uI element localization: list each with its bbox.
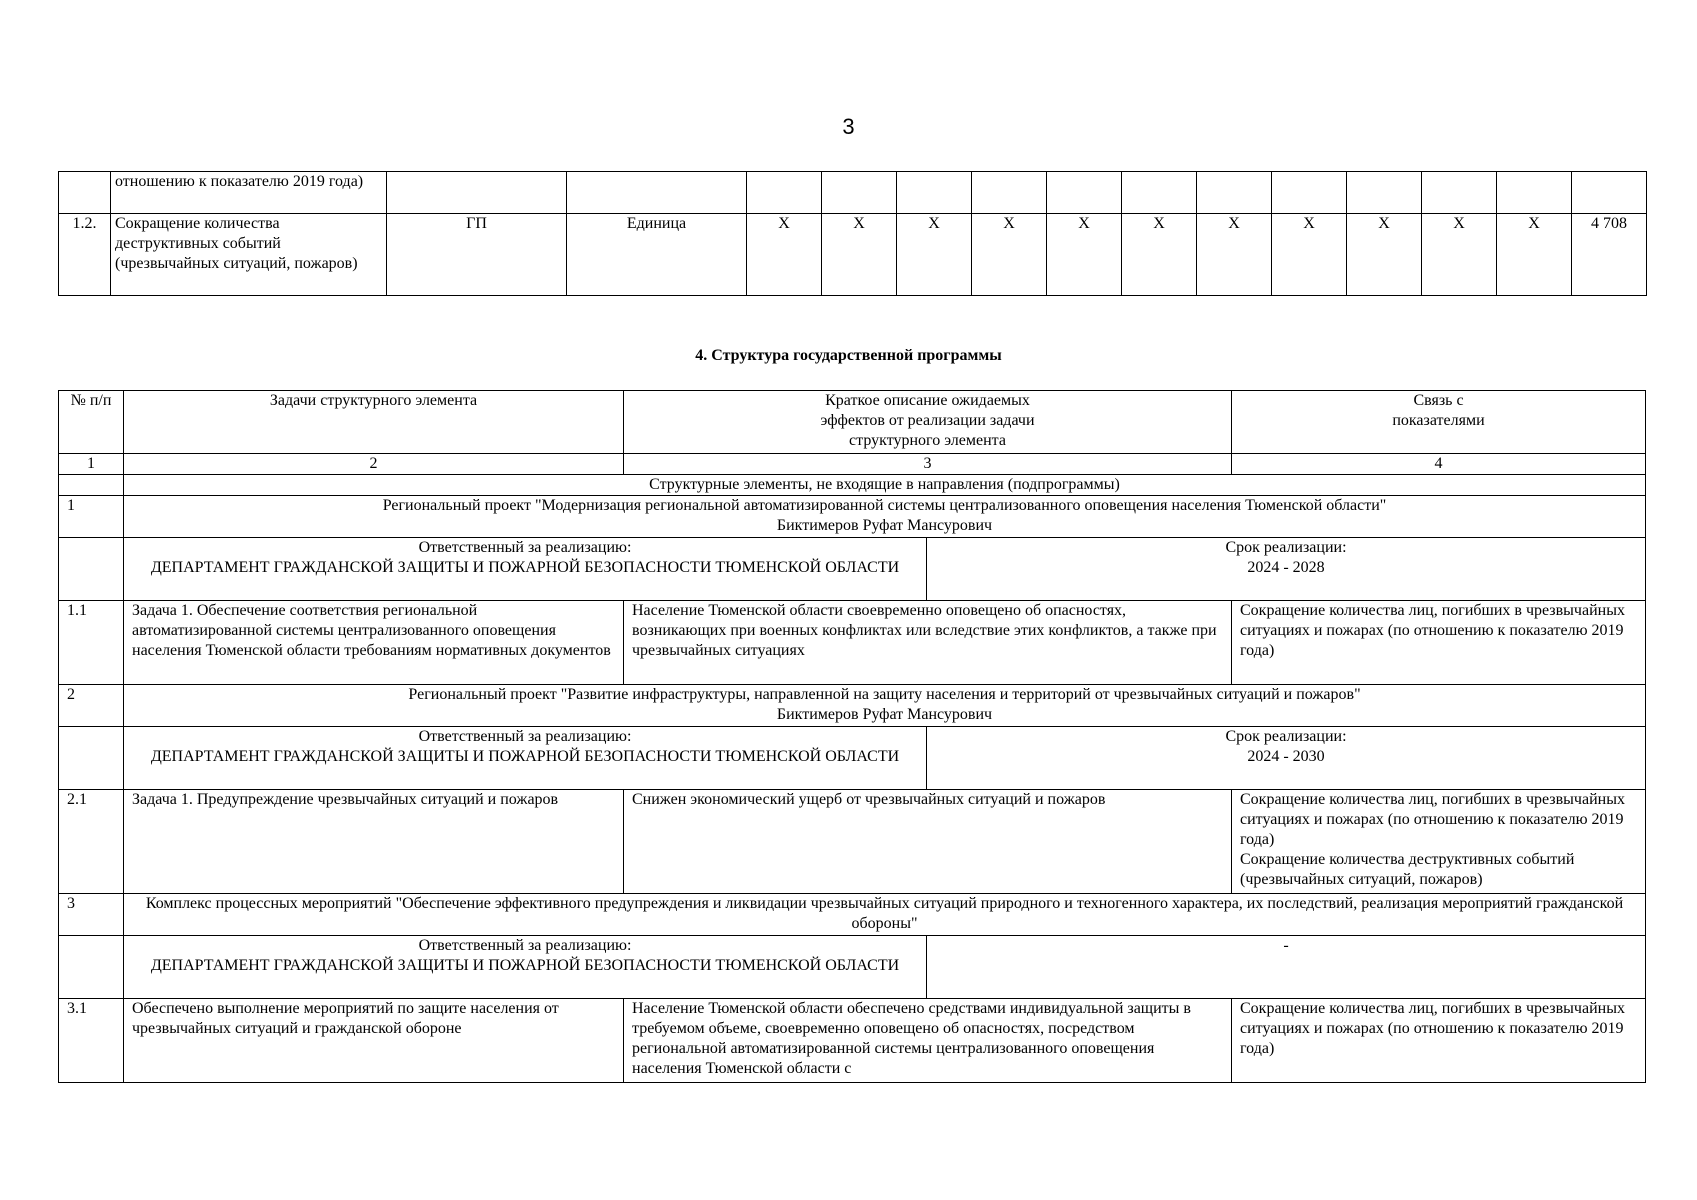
group-row	[59, 475, 1646, 496]
link-text: Сокращение количества деструктивных событий (чрезвычайных ситуаций, пожаров)	[1240, 851, 1575, 888]
project-person: Биктимеров Руфат Мансурович	[776, 706, 993, 723]
value-cell: X	[1272, 214, 1347, 296]
value-cell: X	[747, 214, 822, 296]
page-number: 3	[842, 114, 855, 139]
project-number: 1	[59, 496, 124, 538]
col-number: 4	[1232, 454, 1646, 475]
value-cell: X	[1347, 214, 1422, 296]
table-cell	[567, 172, 747, 214]
task-row	[59, 790, 1646, 894]
table-cell	[1272, 172, 1347, 214]
table-cell	[59, 936, 124, 999]
project-title: Региональный проект "Развитие инфраструктуры, направленной на защиту населения и территорий от чрезвычайных ситуаций и пожаров"	[408, 686, 1361, 703]
indicator-name: отношению к показателю 2019 года)	[111, 172, 387, 214]
term-cell	[927, 727, 1646, 790]
responsible-label: Ответственный за реализацию:	[418, 539, 632, 556]
table-cell	[822, 172, 897, 214]
value-cell: X	[822, 214, 897, 296]
col-number: 3	[624, 454, 1232, 475]
program-structure-table	[58, 390, 1646, 1083]
col-number: 2	[124, 454, 624, 475]
responsible-cell	[124, 936, 927, 999]
link-cell	[1232, 790, 1646, 894]
term-label: Срок реализации:	[1225, 728, 1347, 745]
project-row	[59, 685, 1646, 727]
link-text: Сокращение количества лиц, погибших в чрезвычайных ситуациях и пожарах (по отношению к показателю 2019 года)	[1232, 601, 1646, 685]
value-cell: 4 708	[1572, 214, 1647, 296]
link-text: Сокращение количества лиц, погибших в чрезвычайных ситуациях и пожарах (по отношению к показателю 2019 года)	[1232, 999, 1646, 1083]
project-title: Региональный проект "Модернизация региональной автоматизированной системы централизованного оповещения населения Тюменской области"	[382, 497, 1387, 514]
value-cell: X	[1422, 214, 1497, 296]
value-cell: X	[1497, 214, 1572, 296]
table-cell	[59, 475, 124, 496]
table-cell	[387, 172, 567, 214]
responsible-org: ДЕПАРТАМЕНТ ГРАЖДАНСКОЙ ЗАЩИТЫ И ПОЖАРНОЙ БЕЗОПАСНОСТИ ТЮМЕНСКОЙ ОБЛАСТИ	[150, 748, 900, 765]
table-row	[59, 172, 1647, 214]
table-cell	[59, 538, 124, 601]
indicators-table-continuation	[58, 171, 1647, 296]
header-effects: Краткое описание ожидаемых эффектов от реализации задачи структурного элемента	[624, 391, 1232, 454]
project-number: 3	[59, 894, 124, 936]
project-row	[59, 894, 1646, 936]
task-text: Задача 1. Предупреждение чрезвычайных ситуаций и пожаров	[124, 790, 624, 894]
column-numbers-row	[59, 454, 1646, 475]
effect-text: Снижен экономический ущерб от чрезвычайных ситуаций и пожаров	[624, 790, 1232, 894]
table-cell	[1572, 172, 1647, 214]
effect-text: Население Тюменской области своевременно оповещено об опасностях, возникающих при военных конфликтах или вследствие этих конфликтов, а также при чрезвычайных ситуациях	[624, 601, 1232, 685]
link-text: Сокращение количества лиц, погибших в чрезвычайных ситуациях и пожарах (по отношению к показателю 2019 года)	[1240, 791, 1625, 848]
table-cell	[1347, 172, 1422, 214]
term-cell	[927, 538, 1646, 601]
task-number: 2.1	[59, 790, 124, 894]
row-number: 1.2.	[59, 214, 111, 296]
task-text: Задача 1. Обеспечение соответствия региональной автоматизированной системы централизованного оповещения населения Тюменской области требованиям нормативных документов	[124, 601, 624, 685]
table-cell	[1422, 172, 1497, 214]
indicator-level: ГП	[387, 214, 567, 296]
responsible-cell	[124, 727, 927, 790]
term-value: -	[927, 936, 1646, 999]
responsible-label: Ответственный за реализацию:	[418, 728, 632, 745]
effect-text: Население Тюменской области обеспечено средствами индивидуальной защиты в требуемом объеме, своевременно оповещено об опасностях, посредством региональной автоматизированной системы централизованного оповещения населения Тюменской области с	[624, 999, 1232, 1083]
table-cell	[897, 172, 972, 214]
table-cell	[1497, 172, 1572, 214]
col-number: 1	[59, 454, 124, 475]
table-cell	[1122, 172, 1197, 214]
project-title-cell	[124, 496, 1646, 538]
project-title-cell	[124, 685, 1646, 727]
table-cell	[747, 172, 822, 214]
table-cell	[972, 172, 1047, 214]
responsible-row	[59, 727, 1646, 790]
section-title: 4. Структура государственной программы	[695, 347, 1002, 364]
project-person: Биктимеров Руфат Мансурович	[776, 517, 993, 534]
header-row	[59, 391, 1646, 454]
table-row	[59, 214, 1647, 296]
header-tasks: Задачи структурного элемента	[124, 391, 624, 454]
task-number: 3.1	[59, 999, 124, 1083]
header-links: Связь с показателями	[1232, 391, 1646, 454]
table-cell	[1197, 172, 1272, 214]
value-cell: X	[1197, 214, 1272, 296]
term-label: Срок реализации:	[1225, 539, 1347, 556]
term-value: 2024 - 2030	[1247, 748, 1325, 765]
value-cell: X	[972, 214, 1047, 296]
value-cell: X	[897, 214, 972, 296]
table-cell	[59, 727, 124, 790]
indicator-name: Сокращение количества деструктивных событий (чрезвычайных ситуаций, пожаров)	[111, 214, 387, 296]
responsible-row	[59, 936, 1646, 999]
responsible-org: ДЕПАРТАМЕНТ ГРАЖДАНСКОЙ ЗАЩИТЫ И ПОЖАРНОЙ БЕЗОПАСНОСТИ ТЮМЕНСКОЙ ОБЛАСТИ	[150, 559, 900, 576]
value-cell: X	[1122, 214, 1197, 296]
indicator-unit: Единица	[567, 214, 747, 296]
term-value: 2024 - 2028	[1247, 559, 1325, 576]
group-title: Структурные элементы, не входящие в направления (подпрограммы)	[124, 475, 1646, 496]
project-title: Комплекс процессных мероприятий "Обеспечение эффективного предупреждения и ликвидации чрезвычайных ситуаций природного и техногенного характера, их последствий, реализация мероприятий гражданской обороны"	[124, 894, 1646, 936]
responsible-row	[59, 538, 1646, 601]
header-num: № п/п	[59, 391, 124, 454]
project-number: 2	[59, 685, 124, 727]
table-cell	[59, 172, 111, 214]
responsible-label: Ответственный за реализацию:	[418, 937, 632, 954]
table-cell	[1047, 172, 1122, 214]
task-row	[59, 999, 1646, 1083]
project-row	[59, 496, 1646, 538]
responsible-org: ДЕПАРТАМЕНТ ГРАЖДАНСКОЙ ЗАЩИТЫ И ПОЖАРНОЙ БЕЗОПАСНОСТИ ТЮМЕНСКОЙ ОБЛАСТИ	[150, 957, 900, 974]
task-text: Обеспечено выполнение мероприятий по защите населения от чрезвычайных ситуаций и гражданской обороне	[124, 999, 624, 1083]
value-cell: X	[1047, 214, 1122, 296]
task-row	[59, 601, 1646, 685]
task-number: 1.1	[59, 601, 124, 685]
responsible-cell	[124, 538, 927, 601]
